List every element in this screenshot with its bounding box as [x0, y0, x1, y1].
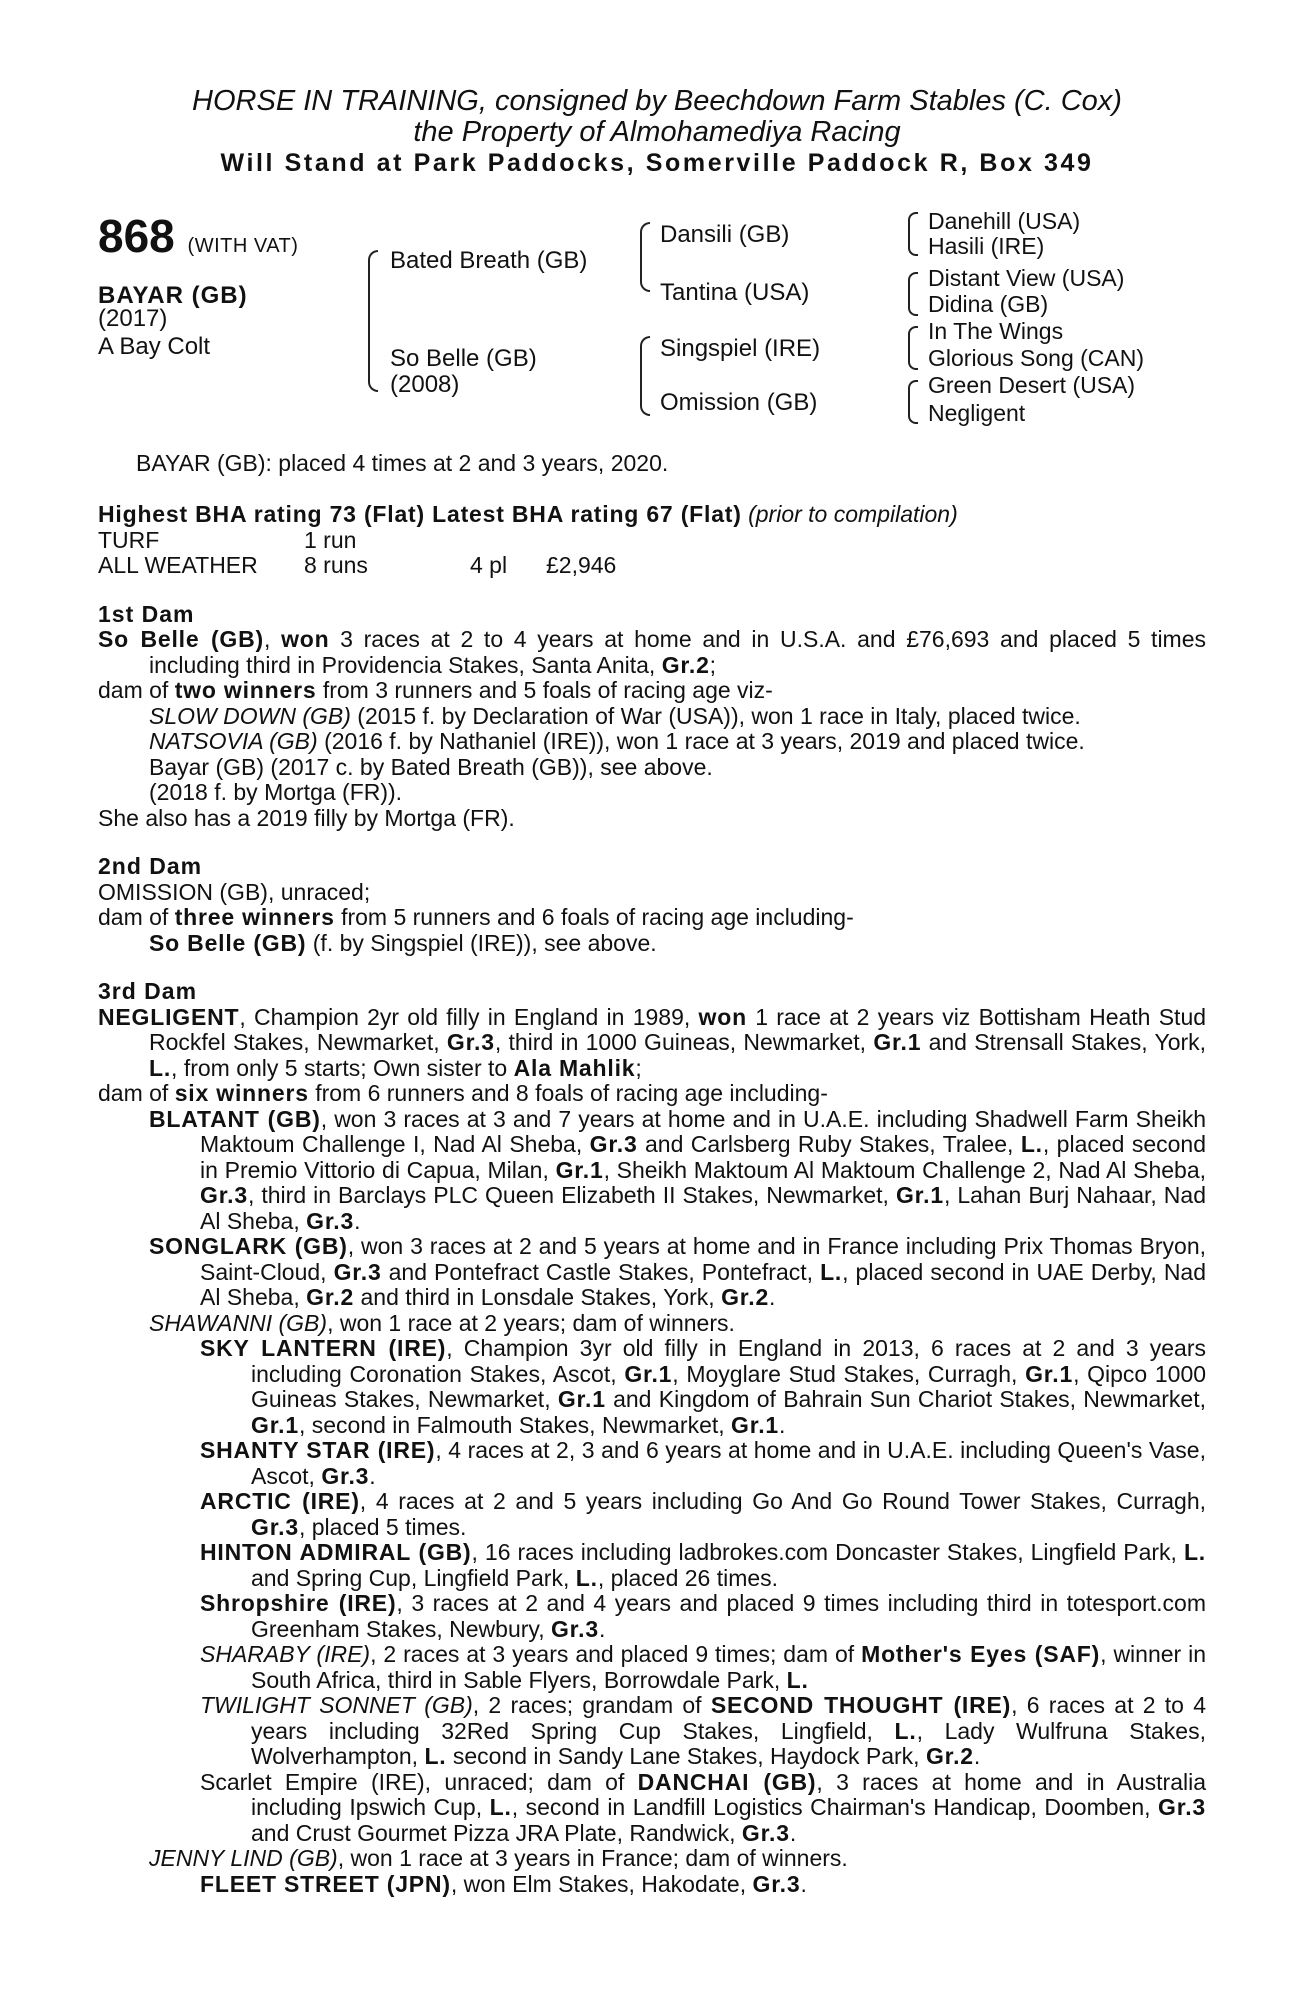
progeny-arctic: ARCTIC (IRE), 4 races at 2 and 5 years including Go And Go Round Tower Stakes, Curragh, Gr.3, placed 5 times.	[200, 1488, 1206, 1540]
consignor-line: HORSE IN TRAINING, consigned by Beechdown Farm Stables (C. Cox)	[192, 85, 1122, 117]
dam-year: (2008)	[390, 371, 460, 398]
third-dam-heading: 3rd Dam	[98, 978, 198, 1004]
first-dam-record: So Belle (GB), won 3 races at 2 to 4 years at home and in U.S.A. and £76,693 and placed 5 times including third in Providencia Stakes, Santa Anita, Gr.2;	[98, 626, 1207, 678]
progeny-blatant: BLATANT (GB), won 3 races at 3 and 7 years at home and in U.A.E. including Shadwell Farm Sheikh Maktoum Challenge I, Nad Al Sheba, Gr.3 and Carlsberg Ruby Stakes, Tralee, L., placed second in Premio Vittorio di Capua, Milan, Gr.1, Sheikh Maktoum Al Maktoum Challenge 2, Nad Al Sheba, Gr.3, third in Barclays PLC Queen Elizabeth II Stakes, Newmarket, Gr.1, Lahan Burj Nahaar, Nad Al Sheba, Gr.3.	[149, 1105, 1207, 1234]
location-line: Will Stand at Park Paddocks, Somerville Paddock R, Box 349	[220, 149, 1094, 177]
gg-brace-4	[908, 380, 918, 424]
race-summary: BAYAR (GB): placed 4 times at 2 and 3 years, 2020.	[136, 450, 669, 476]
gg-brace-1	[908, 212, 918, 256]
gg-8: Negligent	[928, 400, 1026, 426]
rating-line: Highest BHA rating 73 (Flat) Latest BHA rating 67 (Flat) (prior to compilation)	[98, 501, 958, 527]
vat-label: (WITH VAT)	[187, 235, 299, 257]
progeny-scarlet-empire: Scarlet Empire (IRE), unraced; dam of DANCHAI (GB), 3 races at home and in Australia including Ipswich Cup, L., second in Landfill Logistics Chairman's Handicap, Doomben, Gr.3 and Crust Gourmet Pizza JRA Plate, Randwick, Gr.3.	[200, 1768, 1207, 1846]
produce-2019: She also has a 2019 filly by Mortga (FR).	[98, 804, 515, 831]
progeny-jenny-lind: JENNY LIND (GB), won 1 race at 3 years in France; dam of winners.	[149, 1845, 848, 1871]
sire-dam: Tantina (USA)	[660, 279, 810, 306]
progeny-shawanni: SHAWANNI (GB), won 1 race at 2 years; dam of winners.	[149, 1309, 735, 1336]
catalogue-body	[98, 502, 1206, 1897]
dam-dam: Omission (GB)	[660, 389, 818, 416]
gg-7: Green Desert (USA)	[928, 372, 1136, 398]
horse-description: A Bay Colt	[98, 333, 211, 360]
dam-sire: Singspiel (IRE)	[660, 335, 821, 362]
gg-4: Didina (GB)	[928, 291, 1049, 317]
produce-bayar: Bayar (GB) (2017 c. by Bated Breath (GB)), see above.	[149, 753, 713, 780]
all-weather-stats: ALL WEATHER 8 runs	[98, 552, 368, 578]
produce-slow-down: SLOW DOWN (GB) (2015 f. by Declaration of War (USA)), won 1 race in Italy, placed twice.	[149, 702, 1081, 729]
lot-number-value: 868	[98, 210, 175, 262]
lot-number	[98, 212, 298, 270]
second-dam-so-belle: So Belle (GB) (f. by Singspiel (IRE)), see above.	[149, 929, 657, 956]
sire: Bated Breath (GB)	[390, 247, 588, 274]
gg-5: In The Wings	[928, 318, 1064, 344]
all-weather-placings: 4 pl £2,946	[470, 552, 617, 578]
horse-name: BAYAR (GB)	[98, 282, 248, 309]
second-dam-heading: 2nd Dam	[98, 853, 203, 879]
second-dam-produce: dam of three winners from 5 runners and 6 foals of racing age including-	[98, 904, 854, 930]
produce-2018: (2018 f. by Mortga (FR)).	[149, 779, 403, 805]
progeny-sky-lantern: SKY LANTERN (IRE), Champion 3yr old filly in England in 2013, 6 races at 2 and 3 years including Coronation Stakes, Ascot, Gr.1, Moyglare Stud Stakes, Curragh, Gr.1, Qipco 1000 Guineas Stakes, Newmarket, Gr.1 and Kingdom of Bahrain Sun Chariot Stakes, Newmarket, Gr.1, second in Falmouth Stakes, Newmarket, Gr.1.	[200, 1335, 1207, 1438]
progeny-fleet-street: FLEET STREET (JPN), won Elm Stakes, Hakodate, Gr.3.	[200, 1870, 807, 1897]
gg-1: Danehill (USA)	[928, 208, 1081, 234]
dam-parents-brace	[640, 336, 650, 416]
progeny-shanty-star: SHANTY STAR (IRE), 4 races at 2, 3 and 6 years at home and in U.A.E. including Queen's Vase, Ascot, Gr.3.	[200, 1437, 1206, 1489]
first-dam-heading: 1st Dam	[98, 600, 195, 627]
sire-parents-brace	[640, 222, 650, 292]
gg-2: Hasili (IRE)	[928, 233, 1045, 259]
property-line: the Property of Almohamediya Racing	[413, 116, 901, 148]
gg-brace-3	[908, 326, 918, 370]
second-dam-record: OMISSION (GB), unraced;	[98, 878, 371, 905]
progeny-shropshire: Shropshire (IRE), 3 races at 2 and 4 years and placed 9 times including third in totesport.com Greenham Stakes, Newbury, Gr.3.	[200, 1590, 1206, 1642]
produce-natsovia: NATSOVIA (GB) (2016 f. by Nathaniel (IRE)), won 1 race at 3 years, 2019 and placed twice.	[149, 728, 1085, 754]
sire-dam-brace	[368, 250, 378, 392]
sire-sire: Dansili (GB)	[660, 221, 790, 248]
third-dam-produce: dam of six winners from 6 runners and 8 foals of racing age including-	[98, 1080, 828, 1106]
progeny-sharaby: SHARABY (IRE), 2 races at 3 years and placed 9 times; dam of Mother's Eyes (SAF), winner in South Africa, third in Sable Flyers, Borrowdale Park, L.	[200, 1641, 1207, 1693]
gg-6: Glorious Song (CAN)	[928, 345, 1145, 371]
gg-3: Distant View (USA)	[928, 265, 1125, 291]
progeny-twilight-sonnet: TWILIGHT SONNET (GB), 2 races; grandam of SECOND THOUGHT (IRE), 6 races at 2 to 4 years including 32Red Spring Cup Stakes, Lingfield, L., Lady Wulfruna Stakes, Wolverhampton, L. second in Sandy Lane Stakes, Haydock Park, Gr.2.	[200, 1692, 1206, 1769]
progeny-hinton-admiral: HINTON ADMIRAL (GB), 16 races including ladbrokes.com Doncaster Stakes, Lingfield Park, L. and Spring Cup, Lingfield Park, L., placed 26 times.	[200, 1539, 1206, 1591]
progeny-songlark: SONGLARK (GB), won 3 races at 2 and 5 years at home and in France including Prix Thomas Bryon, Saint-Cloud, Gr.3 and Pontefract Castle Stakes, Pontefract, L., placed second in UAE Derby, Nad Al Sheba, Gr.2 and third in Lonsdale Stakes, York, Gr.2.	[149, 1233, 1207, 1310]
dam: So Belle (GB)	[390, 345, 537, 372]
turf-stats: TURF 1 run	[98, 526, 357, 553]
horse-year: (2017)	[98, 305, 168, 332]
first-dam-produce: dam of two winners from 3 runners and 5 foals of racing age viz-	[98, 677, 773, 703]
third-dam-record: NEGLIGENT, Champion 2yr old filly in England in 1989, won 1 race at 2 years viz Bottisham Heath Stud Rockfel Stakes, Newmarket, Gr.3, third in 1000 Guineas, Newmarket, Gr.1 and Strensall Stakes, York, L., from only 5 starts; Own sister to Ala Mahlik;	[98, 1003, 1207, 1081]
gg-brace-2	[908, 272, 918, 316]
